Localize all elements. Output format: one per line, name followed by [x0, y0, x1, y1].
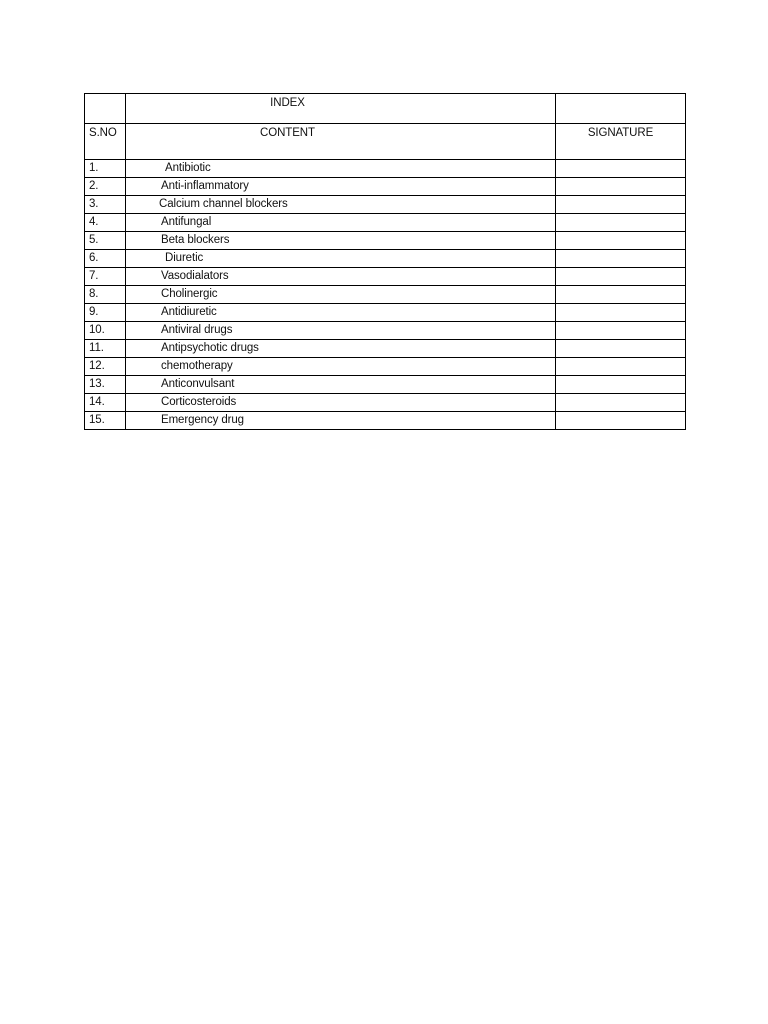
row-content: Vasodialators [161, 270, 229, 282]
table-row [85, 160, 686, 178]
sno-header: S.NO [85, 124, 126, 160]
row-number: 5. [85, 232, 126, 250]
row-content: Antiviral drugs [161, 324, 233, 336]
row-content: Diuretic [165, 252, 204, 264]
row-signature [556, 286, 686, 304]
row-content: Anti-inflammatory [161, 180, 249, 192]
row-content-cell [126, 196, 556, 214]
row-content: Cholinergic [161, 288, 218, 300]
row-content-cell [126, 268, 556, 286]
row-number: 2. [85, 178, 126, 196]
table-row [85, 268, 686, 286]
signature-header: SIGNATURE [556, 124, 686, 160]
row-content-cell [126, 412, 556, 430]
table-row [85, 340, 686, 358]
row-content-cell [126, 178, 556, 196]
row-content: Beta blockers [161, 234, 230, 246]
header-row [85, 124, 686, 160]
table-row [85, 232, 686, 250]
row-number: 10. [85, 322, 126, 340]
title-row-signature-cell [556, 94, 686, 124]
table-row [85, 178, 686, 196]
row-number: 13. [85, 376, 126, 394]
row-content: Emergency drug [161, 414, 244, 426]
row-content-cell [126, 322, 556, 340]
table-row [85, 412, 686, 430]
row-content-cell [126, 214, 556, 232]
row-number: 11. [85, 340, 126, 358]
row-content: Corticosteroids [161, 396, 237, 408]
title-row [85, 94, 686, 124]
row-content-cell [126, 160, 556, 178]
row-number: 4. [85, 214, 126, 232]
row-signature [556, 412, 686, 430]
table-row [85, 358, 686, 376]
row-content-cell [126, 250, 556, 268]
row-signature [556, 196, 686, 214]
row-signature [556, 178, 686, 196]
index-table [84, 93, 686, 430]
row-signature [556, 322, 686, 340]
row-content: Antifungal [161, 216, 212, 228]
title-row-sno-cell [85, 94, 126, 124]
row-signature [556, 304, 686, 322]
table-row [85, 286, 686, 304]
row-signature [556, 268, 686, 286]
table-row [85, 322, 686, 340]
row-number: 9. [85, 304, 126, 322]
row-signature [556, 232, 686, 250]
row-content: Anticonvulsant [161, 378, 235, 390]
table-row [85, 304, 686, 322]
table-title: INDEX [126, 94, 556, 124]
row-signature [556, 394, 686, 412]
table-row [85, 376, 686, 394]
row-number: 15. [85, 412, 126, 430]
row-number: 3. [85, 196, 126, 214]
row-content-cell [126, 340, 556, 358]
row-content: chemotherapy [161, 360, 233, 372]
row-signature [556, 376, 686, 394]
row-number: 8. [85, 286, 126, 304]
row-content-cell [126, 358, 556, 376]
table-row [85, 214, 686, 232]
row-content: Antidiuretic [161, 306, 217, 318]
row-content: Antibiotic [165, 162, 211, 174]
table-row [85, 394, 686, 412]
row-signature [556, 358, 686, 376]
index-table-body [85, 94, 686, 430]
row-number: 6. [85, 250, 126, 268]
row-content: Antipsychotic drugs [161, 342, 259, 354]
content-header: CONTENT [126, 124, 556, 160]
row-content-cell [126, 286, 556, 304]
row-number: 1. [85, 160, 126, 178]
row-content-cell [126, 376, 556, 394]
table-row [85, 250, 686, 268]
row-content-cell [126, 304, 556, 322]
row-signature [556, 340, 686, 358]
row-signature [556, 250, 686, 268]
row-signature [556, 214, 686, 232]
row-content-cell [126, 394, 556, 412]
row-signature [556, 160, 686, 178]
table-row [85, 196, 686, 214]
row-content: Calcium channel blockers [159, 198, 288, 210]
row-content-cell [126, 232, 556, 250]
row-number: 14. [85, 394, 126, 412]
row-number: 7. [85, 268, 126, 286]
row-number: 12. [85, 358, 126, 376]
